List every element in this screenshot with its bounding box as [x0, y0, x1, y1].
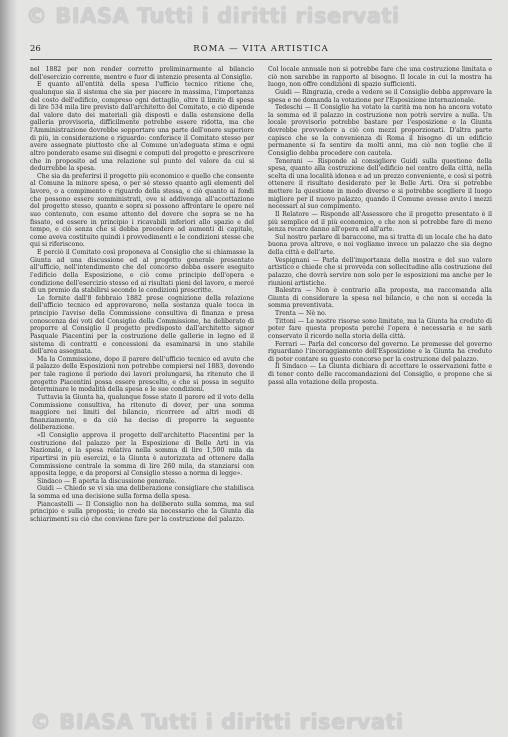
- paragraph: Tittoni — Le nostre risorse sono limitate, ma la Giunta ha creduto di poter fare questa proposta perché l'opera è necessaria e ne sarà conservato il ricordo nella storia della città.: [268, 317, 492, 340]
- paragraph: Guidi — Chiedo se vi sia una deliberazione consigliare che stabilisca la somma ed una decisione sulla forma della spesa.: [30, 485, 254, 500]
- paragraph: Che sia da preferirsi il progetto più economico e quello che consente al Comune la minore spesa, o per sé stesso quanto agli elementi del lavoro, o a compimento e riguardo della stessa, e ciò quanto ai fondi che possono essere somministrati, ove si addivenga all'accettazione del progetto stesso, quanto e sopra si possono affrontare le opere nel suo contenuto, con esame attento del dovere che sopra se ne ha fissato, ed essere in principio i ricavabili inferiori allo spazio e del tempo, e ciò senza che si debba procedere ad aumenti di capitale, come aveva costituito quindi i provvedimenti e le condizioni stesse che qui si riferiscono.: [30, 172, 254, 249]
- paragraph: Guidi — Ringrazia, crede a vedere se il Consiglio debba approvare la spesa e ne domanda la votazione per l'Esposizione internazionale.: [268, 88, 492, 104]
- paragraph: Tenerani — Risponde al consigliere Guidi sulla questione della spesa, quanto alla costruzione dell'edificio nel centro della città, nella scelta di una località idonea e ad un prezzo conveniente, e così si potrà ottenere il risultato desiderato per le Belle Arti. Ora si potrebbe mettere la questione in modo diverso e si potrebbe scegliere il luogo migliore per il nuovo palazzo, quando il Comune avesse avuto i mezzi necessari al suo compimento.: [268, 157, 492, 211]
- paragraph: E quanto all'entità della spesa l'ufficio tecnico ritiene che, qualunque sia il sistema che sia per piacere in massima, l'importanza del costo dell'edificio, compreso ogni dettaglio, oltre il limite di spesa di lire 534 mila lire previsto dall'architetto del Comitato, e ciò dipende dal valore dato dei materiali già disposti e dalla estensione della galleria provvisoria, difficilmente potrebbe essere ridotta, ma che l'Amministrazione dovrebbe sopportare una parte dell'onere superiore di più, in considerazione e riguardo: conferisce il Comitato stesso per avere assegnate piuttosto che al Comune un'adeguata stima e ogni altro ponderato esame sui disegni e computi del progetto e prescrivere che in proposito ad una relazione sul punto del valore da cui si dedurrebbe la spesa.: [30, 81, 254, 173]
- watermark-top: © BIASA Tutti i diritti riservati: [26, 4, 400, 28]
- paragraph: Le fornite dall'8 febbraio 1882 prese cognizione della relazione dell'ufficio tecnico ed approvarono, nella sostanza quale tocca in principio l'avviso della Commissione consultiva di finanza e presa conoscenza dei voti del Consiglio della Commissione, ha deliberato di proporre al Consiglio il progetto predisposto dall'architetto signor Pasquale Piacentini per la costruzione delle gallerie in legno ed il sistema di contratti e concessioni da esaminarsi in uno stabile dell'area assegnata.: [30, 294, 254, 356]
- right-column: [268, 66, 492, 702]
- paragraph: nel 1882 per non render corretto preliminarmente al bilancio dell'esercizio corrente, mentre e fuor di intenzio presenta al Consiglio.: [30, 66, 254, 81]
- paragraph: Vespignani — Parla dell'importanza della mostra e del suo valore artistico e chiede che si provveda con sollecitudine alla costruzione del palazzo, che dovrà servire non solo per le esposizioni ma anche per le riunioni artistiche.: [268, 256, 492, 287]
- left-column: [30, 66, 254, 702]
- page-number: 26: [30, 44, 41, 54]
- paragraph: Il Relatore — Risponde all'Assessore che il progetto presentato è il più semplice ed il più economico, e che non si potrebbe fare di meno senza recare danno all'opera ed all'arte.: [268, 210, 492, 234]
- watermark-bottom: © BIASA Tutti i diritti riservati: [30, 710, 404, 734]
- paragraph: «Il Consiglio approva il progetto dell'architetto Piacentini per la costruzione del palazzo per la Esposizione di Belle Arti in via Nazionale, e la spesa relativa nella somma di lire 1,500 mila da ripartirsi in più esercizi, e la Giunta è autorizzata ad ottenere dalla Commissione centrale la somma di lire 260 mila, da stanziarsi con apposita legge, e da proporsi al Consiglio stesso a norma di legge».: [30, 432, 254, 478]
- paragraph: Il Sindaco — La Giunta dichiara di accettare le osservazioni fatte e di tener conto delle raccomandazioni del Consiglio, e propone che si passi alla votazione della proposta.: [268, 363, 492, 386]
- paragraph: Piancastelli — Il Consiglio non ha deliberato sulla somma, ma sul principio e sulla proposta; io credo sia necessario che la Giunta dia schiarimenti su ciò che conviene fare per la costruzione del palazzo.: [30, 500, 254, 523]
- paragraph: Trenta — Nè no.: [275, 310, 327, 317]
- paragraph: Tuttavia la Giunta ha, qualunque fosse stato il parere ed il voto della Commissione consultiva, ha ritenuto di dover, per una somma maggiore nei limiti del bilancio, ricorrere ad altri modi di finanziamento, e da ciò ha deciso di proporre la seguente deliberazione.: [30, 393, 254, 432]
- paragraph: Sul nostro parlare di baraccone, ma si tratta di un locale che ha dato buona prova altrove, e noi vogliamo invece un palazzo che sia degno della città e dell'arte.: [268, 233, 492, 256]
- page-edge-shadow: [0, 0, 18, 737]
- paragraph: Sindaco — È aperta la discussione generale.: [37, 477, 177, 485]
- paragraph: Col locale annuale non si potrebbe fare che una costruzione limitata e ciò non sarebbe in rapporto al bisogno. Il locale in cui la mostra ha luogo, non offre condizioni di spazio sufficienti.: [268, 66, 492, 89]
- paragraph: Ferrari — Parla del concorso del governo. Le promesse del governo riguardano l'incoraggiamento dell'Esposizione e la Giunta ha creduto di poter contare su questo concorso per la costruzione del palazzo.: [268, 340, 492, 363]
- running-title: ROMA — VITA ARTISTICA: [193, 44, 329, 54]
- header-rule: [30, 59, 492, 60]
- paragraph: Tedeschi — Il Consiglio ha votato la carità ma non ha ancora votato la somma ed il palazzo in costruzione non potrà servire a nulla. Un locale provvisorio potrebbe bastare per l'esposizione e la Giunta dovrebbe provvedere a ciò con mezzi proporzionati. D'altra parte capisco che se la convenienza di Roma il bisogno di un edificio permanente si fa sentire da molti anni, ma ciò non toglie che il Consiglio debba procedere con cautela.: [268, 104, 492, 157]
- paragraph: Balestra — Non è contrario alla proposta, ma raccomanda alla Giunta di considerare la spesa nel bilancio, e che non si ecceda la somma preventivata.: [268, 287, 492, 310]
- paragraph: E perciò il Comitato così proponeva al Consiglio che si chiamasse la Giunta ad una discussione ed al progetto generale presentato all'ufficio, nell'intendimento che del concorso debba essere eseguito l'edificio della Esposizione, e ciò come principio dell'opera e condizione dell'esercizio stesso ed ai risultati pieni del lavoro, e mercé di un premio da stabilirsi secondo le condizioni prescritte.: [30, 249, 254, 295]
- paragraph: Ma la Commissione, dopo il parere dell'ufficio tecnico ed avuto che il palazzo delle Esposizioni non potrebbe compiersi nel 1883, dovendo per tale ragione il periodo dei lavori prolungarsi, ha ritenuto che il progetto Piacentini possa essere prescelto, e che si possa in seguito determinare le modalità della spesa e le sue condizioni.: [30, 355, 254, 394]
- page-header: [30, 44, 492, 58]
